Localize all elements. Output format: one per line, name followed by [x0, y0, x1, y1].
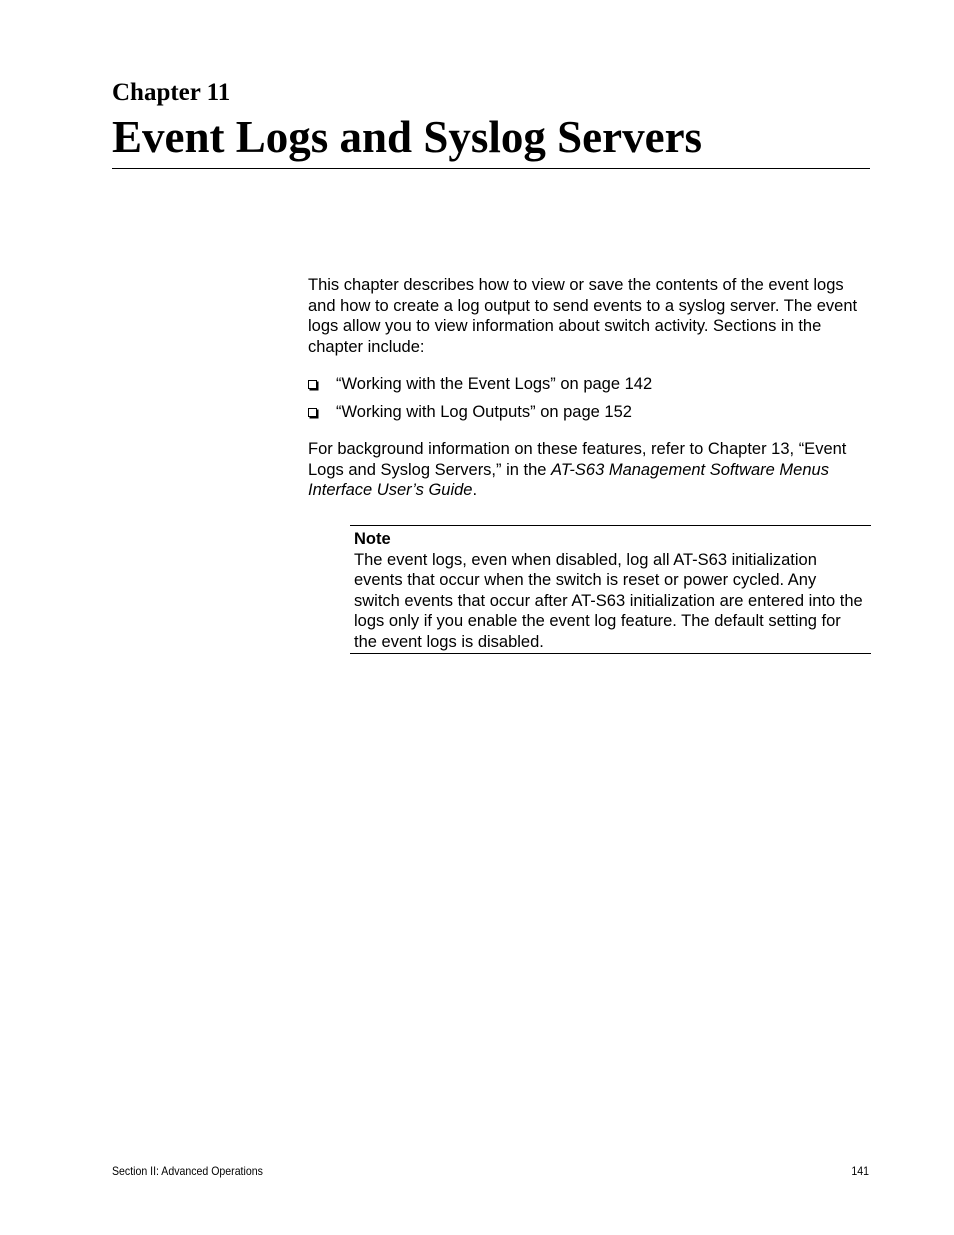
section-link-event-logs[interactable] [308, 374, 873, 402]
background-text-after: . [472, 481, 478, 499]
note-box [350, 525, 871, 654]
section-list [308, 374, 873, 430]
background-paragraph [308, 439, 873, 501]
section-link-label: “Working with the Event Logs” on page 142 [336, 375, 653, 393]
note-heading: Note [354, 530, 391, 548]
section-link-log-outputs[interactable] [308, 402, 873, 430]
checkbox-bullet-icon [308, 380, 317, 389]
footer-section: Section II: Advanced Operations [112, 1164, 263, 1178]
background-text-before: For background information on these features, refer to Chapter 13, “Event Logs and Syslog Servers,” in the [308, 440, 847, 479]
guide-title: AT-S63 Management Software Menus Interface User’s Guide [308, 460, 829, 499]
intro-paragraph: This chapter describes how to view or save the contents of the event logs and how to create a log output to send events to a syslog server. The event logs allow you to view information about switch activity. Sections in the chapter include: [308, 276, 858, 356]
note-text: The event logs, even when disabled, log all AT-S63 initialization events that occur when the switch is reset or power cycled. Any switch events that occur after AT-S63 initialization are entered into the logs only if you enable the event log feature. The default setting for the event logs is disabled. [354, 550, 863, 651]
title-rule [112, 168, 870, 169]
chapter-label: Chapter 11 [112, 79, 231, 106]
footer-page-number: 141 [851, 1164, 869, 1178]
chapter-title: Event Logs and Syslog Servers [112, 112, 703, 162]
section-link-label: “Working with Log Outputs” on page 152 [336, 403, 632, 421]
checkbox-bullet-icon [308, 408, 317, 417]
